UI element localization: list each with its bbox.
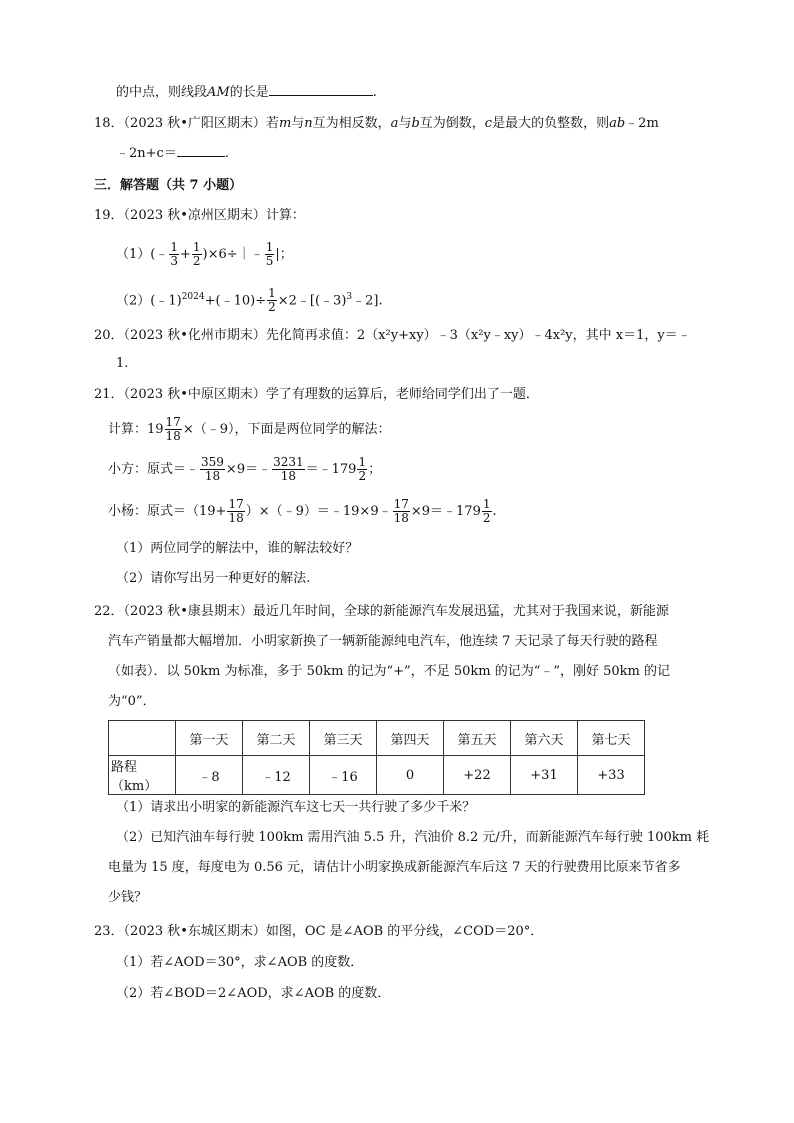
question-number: 21． (94, 387, 124, 402)
table-header-cell (109, 721, 176, 756)
q18-t4: 互为倒数， (419, 116, 485, 131)
table-cell: +33 (578, 756, 645, 795)
denominator: 2 (268, 300, 276, 315)
part-label: （1） (116, 247, 151, 262)
table-header-cell: 第一天 (176, 721, 243, 756)
answer-blank (269, 83, 373, 96)
q18-line2 (116, 144, 229, 164)
q17-tail (116, 83, 377, 103)
q19-p1-a: (﹣ (150, 247, 169, 262)
q19-p1-b: )×6÷｜﹣ (202, 247, 264, 262)
q22-sub1: （1）请求出小明家的新能源汽车这七天一共行驶了多少千米？ (116, 800, 476, 815)
fraction (227, 498, 244, 525)
q18-line1 (94, 114, 659, 134)
var-m: m (278, 116, 292, 131)
question-number: 18． (94, 116, 124, 131)
table-cell: 0 (377, 756, 444, 795)
q21-calc-a: 计算：19 (108, 422, 164, 437)
fraction (192, 241, 202, 268)
q21-xf-d: ； (368, 462, 382, 477)
table-header-cell: 第五天 (444, 721, 511, 756)
table-header-cell: 第二天 (243, 721, 310, 756)
var-a: a (390, 116, 399, 131)
q18-expr1: ab (609, 116, 626, 131)
q21-xiaoyang (108, 496, 497, 528)
var-n: n (304, 116, 313, 131)
q17-text-pre: 的中点，则线段 (116, 85, 208, 100)
denominator: 18 (228, 511, 244, 525)
q18-t2: 互为相反数， (312, 116, 391, 131)
q18-t5: 是最大的负整数，则 (492, 116, 610, 131)
var-b: b (411, 116, 420, 131)
q21-xy-b: ）×（﹣9）＝﹣19×9﹣ (245, 504, 392, 519)
q19-p1-plus: + (180, 247, 191, 262)
table-header-cell: 第三天 (310, 721, 377, 756)
q23-text: （2023 秋•东城区期末）如图，OC 是∠AOB 的平分线，∠COD＝20°． (123, 924, 544, 939)
q21-sub1: （1）两位同学的解法中，谁的解法较好？ (116, 541, 359, 556)
numerator: 3231 (273, 455, 304, 469)
q19-p2-a: (﹣1) (150, 293, 182, 309)
denominator: 2 (192, 254, 201, 268)
exponent: 2024 (181, 292, 205, 302)
question-number: 23． (94, 924, 124, 939)
table-row (109, 756, 645, 795)
fraction (357, 456, 367, 483)
denominator: 2 (482, 511, 491, 525)
denominator: 3 (170, 254, 178, 268)
q22-line3: （如表）．以 50km 为标准，多于 50km 的记为“+”，不足 50km 的记为“﹣”，刚好 50km 的记 (108, 664, 671, 679)
numerator: 1 (358, 455, 367, 469)
q19-p1-c: |； (275, 247, 293, 262)
question-number: 20． (94, 328, 124, 343)
q19-p2-b: +(﹣10)÷ (204, 293, 267, 309)
denominator: 5 (265, 254, 274, 268)
q22-text1: （2023 秋•康县期末）最近几年时间，全球的新能源汽车发展迅猛，尤其对于我国来说，新能源 (123, 604, 669, 619)
q21-xiaofang (108, 454, 381, 486)
q21-text: （2023 秋•中原区期末）学了有理数的运算后，老师给同学们出了一题． (123, 387, 539, 402)
fraction (482, 498, 492, 525)
numerator: 17 (228, 497, 244, 511)
q22-sub2-line2: 电量为 15 度，每度电为 0.56 元，请估计小明家换成新能源汽车后这 7 天的行驶费用比原来节省多 (108, 860, 681, 875)
fraction (200, 456, 225, 483)
table-cell: ﹣12 (243, 756, 310, 795)
q17-var: AM (207, 85, 230, 100)
q17-end: . (372, 85, 377, 100)
fraction (267, 287, 277, 314)
denominator: 18 (280, 469, 296, 483)
q18-t3: 与 (398, 116, 412, 131)
fraction (272, 456, 305, 483)
q21-sub2: （2）请你写出另一种更好的解法. (116, 571, 311, 586)
numerator: 1 (170, 240, 178, 254)
q22-line2: 汽车产销量都大幅增加．小明家新换了一辆新能源纯电汽车，他连续 7 天记录了每天行驶的路程 (108, 634, 658, 649)
part-label: （2） (116, 293, 151, 309)
q20-line1 (94, 326, 691, 346)
q20-text: （2023 秋•化州市期末）先化简再求值：2（x²y+xy）﹣3（x²y﹣xy）﹣4x²y，其中 x＝1，y＝﹣ (123, 328, 691, 343)
denominator: 18 (165, 429, 181, 443)
table-header-cell: 第四天 (377, 721, 444, 756)
q21-xf-a: 小方：原式＝﹣ (108, 462, 200, 477)
denominator: 18 (204, 469, 221, 483)
denominator: 18 (393, 511, 409, 525)
q19-part1 (116, 240, 293, 270)
table-header-cell: 第七天 (578, 721, 645, 756)
numerator: 1 (268, 286, 276, 301)
table-cell: ﹣16 (310, 756, 377, 795)
q22-sub2-line3: 少钱？ (108, 890, 148, 905)
q18-expr3: ﹣2n+c＝ (116, 146, 177, 161)
q23-sub1: （1）若∠AOD＝30°，求∠AOB 的度数． (116, 955, 364, 970)
numerator: 1 (482, 497, 491, 511)
q23-sub2: （2）若∠BOD＝2∠AOD，求∠AOB 的度数． (116, 986, 391, 1001)
q18-source: （2023 秋•广阳区期末）若 (123, 116, 279, 131)
q21-xf-b: ×9＝﹣ (225, 462, 272, 477)
question-number: 19． (94, 208, 124, 223)
fraction (393, 498, 410, 525)
table-cell: +31 (511, 756, 578, 795)
q20-line2: 1. (116, 356, 129, 371)
fraction (169, 241, 179, 268)
section-heading: 三．解答题（共 7 小题） (94, 178, 243, 193)
q21-xf-c: ＝﹣179 (305, 462, 357, 477)
table-row-label: 路程（km） (109, 756, 176, 795)
numerator: 1 (192, 240, 201, 254)
table-header-row (109, 721, 645, 756)
var-c: c (484, 116, 493, 131)
q19-p2-d: ﹣2]. (352, 293, 383, 309)
answer-blank (177, 144, 225, 157)
fraction (265, 241, 275, 268)
q18-t1: 与 (291, 116, 305, 131)
q19-part2 (116, 282, 383, 316)
q21-calc (108, 414, 391, 446)
exponent: 3 (346, 292, 353, 302)
question-number: 22． (94, 604, 124, 619)
fraction (165, 416, 182, 443)
numerator: 1 (265, 240, 274, 254)
q21-title (94, 385, 539, 405)
numerator: 17 (393, 497, 409, 511)
mileage-table (108, 720, 645, 795)
q22-line4: 为“0”． (108, 694, 156, 709)
q21-xy-d: . (492, 504, 497, 519)
numerator: 17 (165, 415, 181, 429)
table-cell: ﹣8 (176, 756, 243, 795)
q19-title (94, 206, 305, 226)
q22-sub2-line1: （2）已知汽油车每行驶 100km 需用汽油 5.5 升，汽油价 8.2 元/升，而新能源汽车每行驶 100km 耗 (116, 830, 710, 845)
q21-calc-b: ×（﹣9），下面是两位同学的解法： (182, 422, 391, 437)
q18-end: . (224, 146, 229, 161)
numerator: 359 (201, 455, 224, 469)
denominator: 2 (358, 469, 367, 483)
q21-xy-a: 小杨：原式＝（19+ (108, 504, 227, 519)
table-cell: +22 (444, 756, 511, 795)
q21-xy-c: ×9＝﹣179 (410, 504, 481, 519)
q23-title (94, 922, 543, 942)
q17-text-post: 的长是 (229, 85, 269, 100)
q19-p2-c: ×2﹣[(﹣3) (277, 293, 347, 309)
table-header-cell: 第六天 (511, 721, 578, 756)
q19-source: （2023 秋•凉州区期末）计算： (123, 208, 305, 223)
q18-expr2: ﹣2m (625, 116, 659, 131)
q22-line1 (94, 602, 669, 622)
